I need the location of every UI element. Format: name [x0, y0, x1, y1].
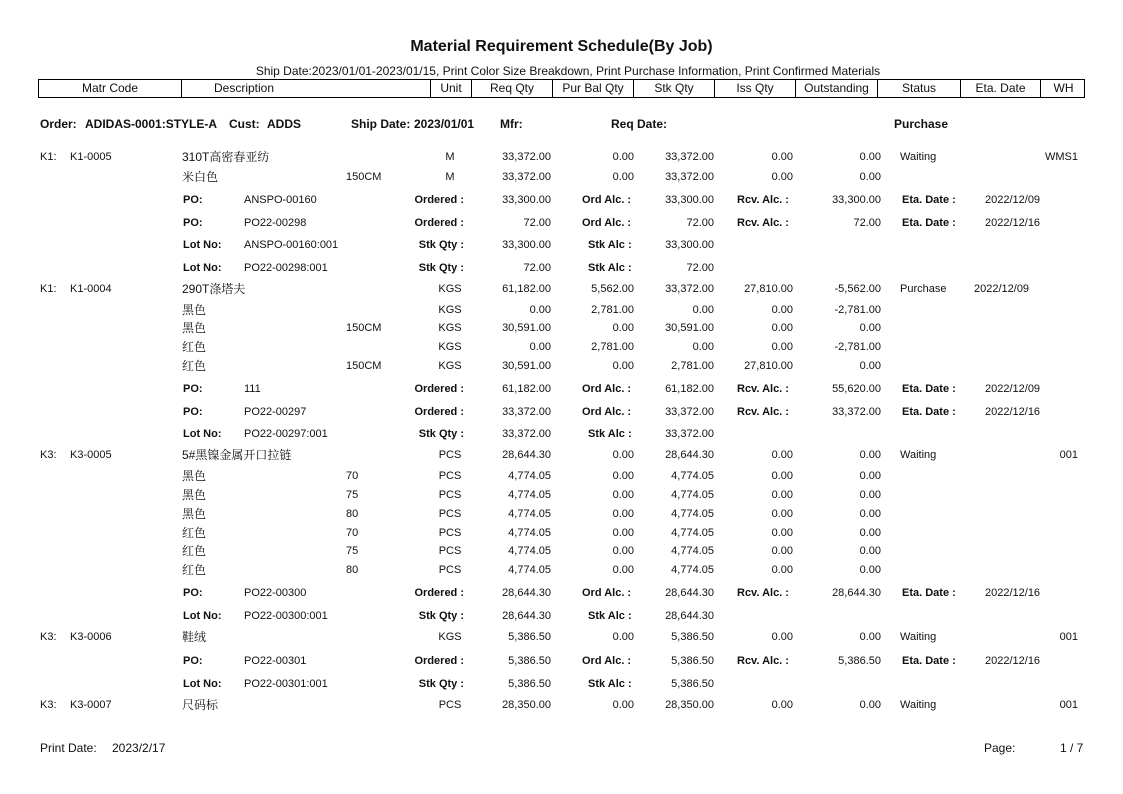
lot-stk-alc: 5,386.50	[671, 678, 714, 690]
unit: M	[445, 151, 455, 163]
eta-date-label: Eta. Date :	[902, 383, 956, 395]
material-code: K3-0006	[70, 631, 112, 643]
material-description: 290T涤塔夫	[182, 282, 246, 296]
pur-bal-qty: 0.00	[612, 631, 634, 643]
iss-qty: 0.00	[771, 171, 793, 183]
eta-date-label: Eta. Date :	[902, 655, 956, 667]
ordered-qty: 33,372.00	[502, 406, 551, 418]
req-qty: 4,774.05	[508, 527, 551, 539]
outstanding: 0.00	[859, 360, 881, 372]
column-header: Stk Qty	[634, 80, 715, 97]
iss-qty: 0.00	[771, 527, 793, 539]
stk-qty: 30,591.00	[665, 322, 714, 334]
column-header: Outstanding	[796, 80, 878, 97]
unit: KGS	[438, 341, 462, 353]
print-date-value: 2023/2/17	[112, 741, 166, 755]
rcv-alc-label: Rcv. Alc. :	[737, 406, 789, 418]
iss-qty: 0.00	[771, 470, 793, 482]
ordered-qty: 33,300.00	[502, 194, 551, 206]
pur-bal-qty: 0.00	[612, 508, 634, 520]
outstanding: 0.00	[859, 564, 881, 576]
pur-bal-qty: 0.00	[612, 699, 634, 711]
stk-alc-label: Stk Alc :	[588, 428, 632, 440]
iss-qty: 0.00	[771, 151, 793, 163]
kit-code: K1:	[40, 151, 57, 163]
outstanding: 0.00	[859, 527, 881, 539]
unit: KGS	[438, 304, 462, 316]
eta-date: 2022/12/09	[985, 383, 1041, 395]
req-qty: 4,774.05	[508, 564, 551, 576]
ord-alc-qty: 5,386.50	[671, 655, 714, 667]
eta-date: 2022/12/16	[985, 655, 1041, 667]
ord-alc-qty: 72.00	[686, 217, 714, 229]
iss-qty: 0.00	[771, 545, 793, 557]
outstanding: 0.00	[859, 449, 881, 461]
ordered-qty: 61,182.00	[502, 383, 551, 395]
rcv-alc-qty: 33,300.00	[832, 194, 881, 206]
lot-stk-qty: 33,300.00	[502, 239, 551, 251]
color-description: 黑色	[182, 321, 207, 335]
color-description: 黑色	[182, 469, 207, 483]
eta-date: 2022/12/16	[985, 587, 1041, 599]
stk-qty: 4,774.05	[671, 489, 714, 501]
iss-qty: 0.00	[771, 489, 793, 501]
ship-date-label: Ship Date:	[351, 117, 411, 131]
column-header: Eta. Date	[961, 80, 1041, 97]
ord-alc-label: Ord Alc. :	[582, 194, 632, 206]
unit: KGS	[438, 283, 462, 295]
color-description: 黑色	[182, 507, 207, 521]
ordered-label: Ordered :	[414, 217, 464, 229]
material-code: K1-0004	[70, 283, 112, 295]
column-header: Unit	[431, 80, 472, 97]
color-description: 红色	[182, 359, 207, 373]
size: 80	[346, 508, 359, 520]
unit: PCS	[438, 470, 462, 482]
po-number: PO22-00297	[244, 406, 307, 418]
unit: PCS	[438, 508, 462, 520]
outstanding: -2,781.00	[834, 341, 881, 353]
status: Purchase	[900, 283, 947, 295]
material-code: K3-0007	[70, 699, 112, 711]
iss-qty: 0.00	[771, 564, 793, 576]
po-number: PO22-00301	[244, 655, 307, 667]
stk-qty: 4,774.05	[671, 545, 714, 557]
unit: KGS	[438, 322, 462, 334]
outstanding: 0.00	[859, 322, 881, 334]
stk-alc-label: Stk Alc :	[588, 610, 632, 622]
po-label: PO:	[183, 587, 203, 599]
lot-stk-qty: 28,644.30	[502, 610, 551, 622]
req-qty: 4,774.05	[508, 470, 551, 482]
ship-date-value: 2023/01/01	[414, 117, 475, 131]
eta-date-label: Eta. Date :	[902, 406, 956, 418]
stk-qty-label: Stk Qty :	[418, 610, 464, 622]
ordered-label: Ordered :	[414, 587, 464, 599]
outstanding: 0.00	[859, 151, 881, 163]
color-description: 黑色	[182, 303, 207, 317]
warehouse: 001	[1059, 631, 1078, 643]
order-label: Order:	[40, 117, 77, 131]
rcv-alc-label: Rcv. Alc. :	[737, 383, 789, 395]
lot-number: PO22-00301:001	[244, 678, 328, 690]
stk-qty: 5,386.50	[671, 631, 714, 643]
material-description: 尺码标	[182, 698, 219, 712]
lot-label: Lot No:	[183, 610, 222, 622]
page-number: 1 / 7	[1060, 741, 1084, 755]
pur-bal-qty: 0.00	[612, 449, 634, 461]
req-qty: 30,591.00	[502, 360, 551, 372]
ordered-label: Ordered :	[414, 194, 464, 206]
order-value: ADIDAS-0001:STYLE-A	[85, 117, 218, 131]
stk-qty: 0.00	[692, 341, 714, 353]
eta-date-label: Eta. Date :	[902, 587, 956, 599]
status: Waiting	[900, 631, 937, 643]
lot-stk-qty: 5,386.50	[508, 678, 551, 690]
rcv-alc-qty: 33,372.00	[832, 406, 881, 418]
req-date-label: Req Date:	[611, 117, 668, 131]
rcv-alc-qty: 72.00	[853, 217, 881, 229]
outstanding: 0.00	[859, 631, 881, 643]
stk-qty-label: Stk Qty :	[418, 678, 464, 690]
req-qty: 5,386.50	[508, 631, 551, 643]
ord-alc-label: Ord Alc. :	[582, 406, 632, 418]
iss-qty: 27,810.00	[744, 360, 793, 372]
kit-code: K3:	[40, 631, 57, 643]
warehouse: 001	[1059, 449, 1078, 461]
iss-qty: 0.00	[771, 322, 793, 334]
column-header: Status	[878, 80, 961, 97]
color-description: 米白色	[182, 170, 219, 184]
lot-stk-alc: 33,300.00	[665, 239, 714, 251]
stk-qty-label: Stk Qty :	[418, 262, 464, 274]
material-description: 5#黑镍金属开口拉链	[182, 448, 292, 462]
req-qty: 28,350.00	[502, 699, 551, 711]
column-header: Matr Code	[39, 80, 182, 97]
outstanding: 0.00	[859, 699, 881, 711]
unit: PCS	[438, 564, 462, 576]
req-qty: 0.00	[529, 304, 551, 316]
req-qty: 30,591.00	[502, 322, 551, 334]
po-number: 111	[244, 383, 261, 395]
stk-qty: 28,644.30	[665, 449, 714, 461]
size: 70	[346, 470, 359, 482]
outstanding: -5,562.00	[834, 283, 881, 295]
stk-qty: 4,774.05	[671, 564, 714, 576]
size: 75	[346, 489, 359, 501]
iss-qty: 0.00	[771, 341, 793, 353]
kit-code: K3:	[40, 699, 57, 711]
material-description: 310T高密春亚纺	[182, 150, 270, 164]
print-date-label: Print Date:	[40, 741, 97, 755]
report-subtitle: Ship Date:2023/01/01-2023/01/15, Print Color Size Breakdown, Print Purchase Information, Print Confirmed Materials	[255, 64, 881, 78]
unit: PCS	[438, 489, 462, 501]
stk-qty: 4,774.05	[671, 527, 714, 539]
pur-bal-qty: 0.00	[612, 545, 634, 557]
warehouse: WMS1	[1045, 151, 1078, 163]
pur-bal-qty: 0.00	[612, 564, 634, 576]
po-label: PO:	[183, 383, 203, 395]
eta-date: 2022/12/09	[974, 283, 1030, 295]
req-qty: 4,774.05	[508, 545, 551, 557]
column-header: WH	[1053, 81, 1074, 95]
stk-qty: 2,781.00	[671, 360, 714, 372]
unit: PCS	[438, 449, 462, 461]
mfr-label: Mfr:	[500, 117, 523, 131]
column-header: Iss Qty	[715, 80, 796, 97]
lot-number: PO22-00298:001	[244, 262, 328, 274]
pur-bal-qty: 0.00	[612, 360, 634, 372]
status: Waiting	[900, 699, 937, 711]
ordered-label: Ordered :	[414, 383, 464, 395]
material-description: 鞋绒	[182, 630, 207, 644]
ordered-label: Ordered :	[414, 406, 464, 418]
req-qty: 4,774.05	[508, 489, 551, 501]
lot-label: Lot No:	[183, 239, 222, 251]
purchase-label: Purchase	[894, 117, 949, 131]
req-qty: 0.00	[529, 341, 551, 353]
rcv-alc-label: Rcv. Alc. :	[737, 587, 789, 599]
stk-qty: 0.00	[692, 304, 714, 316]
color-description: 红色	[182, 340, 207, 354]
rcv-alc-label: Rcv. Alc. :	[737, 655, 789, 667]
column-header: Req Qty	[472, 80, 553, 97]
ord-alc-label: Ord Alc. :	[582, 587, 632, 599]
unit: KGS	[438, 631, 462, 643]
stk-alc-label: Stk Alc :	[588, 262, 632, 274]
unit: PCS	[438, 545, 462, 557]
pur-bal-qty: 2,781.00	[591, 341, 634, 353]
req-qty: 4,774.05	[508, 508, 551, 520]
req-qty: 33,372.00	[502, 151, 551, 163]
lot-stk-alc: 33,372.00	[665, 428, 714, 440]
material-code: K3-0005	[70, 449, 112, 461]
pur-bal-qty: 2,781.00	[591, 304, 634, 316]
stk-qty: 33,372.00	[665, 283, 714, 295]
ordered-qty: 5,386.50	[508, 655, 551, 667]
rcv-alc-qty: 55,620.00	[832, 383, 881, 395]
lot-stk-alc: 72.00	[686, 262, 714, 274]
po-number: PO22-00298	[244, 217, 307, 229]
pur-bal-qty: 0.00	[612, 527, 634, 539]
ord-alc-qty: 33,372.00	[665, 406, 714, 418]
po-label: PO:	[183, 655, 203, 667]
rcv-alc-label: Rcv. Alc. :	[737, 217, 789, 229]
eta-date: 2022/12/09	[985, 194, 1041, 206]
color-description: 红色	[182, 563, 207, 577]
stk-qty-label: Stk Qty :	[418, 239, 464, 251]
outstanding: 0.00	[859, 171, 881, 183]
ord-alc-qty: 33,300.00	[665, 194, 714, 206]
warehouse: 001	[1059, 699, 1078, 711]
po-label: PO:	[183, 406, 203, 418]
rcv-alc-qty: 28,644.30	[832, 587, 881, 599]
ord-alc-label: Ord Alc. :	[582, 383, 632, 395]
status: Waiting	[900, 449, 937, 461]
size: 150CM	[346, 171, 382, 183]
kit-code: K1:	[40, 283, 57, 295]
iss-qty: 0.00	[771, 508, 793, 520]
iss-qty: 0.00	[771, 304, 793, 316]
lot-stk-alc: 28,644.30	[665, 610, 714, 622]
iss-qty: 0.00	[771, 631, 793, 643]
ordered-label: Ordered :	[414, 655, 464, 667]
stk-qty: 33,372.00	[665, 171, 714, 183]
stk-qty-label: Stk Qty :	[418, 428, 464, 440]
iss-qty: 27,810.00	[744, 283, 793, 295]
outstanding: 0.00	[859, 470, 881, 482]
stk-qty: 33,372.00	[665, 151, 714, 163]
outstanding: 0.00	[859, 545, 881, 557]
size: 80	[346, 564, 359, 576]
lot-label: Lot No:	[183, 428, 222, 440]
iss-qty: 0.00	[771, 699, 793, 711]
color-description: 黑色	[182, 488, 207, 502]
lot-label: Lot No:	[183, 678, 222, 690]
ord-alc-label: Ord Alc. :	[582, 217, 632, 229]
cust-value: ADDS	[267, 117, 302, 131]
kit-code: K3:	[40, 449, 57, 461]
stk-alc-label: Stk Alc :	[588, 678, 632, 690]
cust-label: Cust:	[229, 117, 260, 131]
lot-stk-qty: 33,372.00	[502, 428, 551, 440]
unit: M	[445, 171, 455, 183]
lot-number: PO22-00300:001	[244, 610, 328, 622]
ordered-qty: 72.00	[523, 217, 551, 229]
rcv-alc-label: Rcv. Alc. :	[737, 194, 789, 206]
rcv-alc-qty: 5,386.50	[838, 655, 881, 667]
pur-bal-qty: 0.00	[612, 489, 634, 501]
stk-alc-label: Stk Alc :	[588, 239, 632, 251]
page-label: Page:	[984, 741, 1016, 755]
color-description: 红色	[182, 526, 207, 540]
lot-stk-qty: 72.00	[523, 262, 551, 274]
req-qty: 33,372.00	[502, 171, 551, 183]
material-code: K1-0005	[70, 151, 112, 163]
size: 150CM	[346, 322, 382, 334]
pur-bal-qty: 0.00	[612, 171, 634, 183]
req-qty: 61,182.00	[502, 283, 551, 295]
color-description: 红色	[182, 544, 207, 558]
outstanding: 0.00	[859, 508, 881, 520]
stk-qty: 4,774.05	[671, 470, 714, 482]
po-number: ANSPO-00160	[244, 194, 317, 206]
column-header: Pur Bal Qty	[553, 80, 634, 97]
unit: PCS	[438, 699, 462, 711]
status: Waiting	[900, 151, 937, 163]
eta-date: 2022/12/16	[985, 217, 1041, 229]
stk-qty: 28,350.00	[665, 699, 714, 711]
column-header: Description	[182, 80, 431, 97]
lot-label: Lot No:	[183, 262, 222, 274]
po-label: PO:	[183, 194, 203, 206]
ordered-qty: 28,644.30	[502, 587, 551, 599]
req-qty: 28,644.30	[502, 449, 551, 461]
eta-date: 2022/12/16	[985, 406, 1041, 418]
outstanding: 0.00	[859, 489, 881, 501]
outstanding: -2,781.00	[834, 304, 881, 316]
ord-alc-qty: 61,182.00	[665, 383, 714, 395]
report-title: Material Requirement Schedule(By Job)	[410, 38, 713, 55]
pur-bal-qty: 0.00	[612, 151, 634, 163]
lot-number: PO22-00297:001	[244, 428, 328, 440]
po-number: PO22-00300	[244, 587, 307, 599]
stk-qty: 4,774.05	[671, 508, 714, 520]
size: 150CM	[346, 360, 382, 372]
eta-date-label: Eta. Date :	[902, 194, 956, 206]
pur-bal-qty: 0.00	[612, 470, 634, 482]
lot-number: ANSPO-00160:001	[244, 239, 339, 251]
unit: PCS	[438, 527, 462, 539]
pur-bal-qty: 5,562.00	[591, 283, 634, 295]
eta-date-label: Eta. Date :	[902, 217, 956, 229]
iss-qty: 0.00	[771, 449, 793, 461]
ord-alc-qty: 28,644.30	[665, 587, 714, 599]
unit: KGS	[438, 360, 462, 372]
po-label: PO:	[183, 217, 203, 229]
ord-alc-label: Ord Alc. :	[582, 655, 632, 667]
size: 70	[346, 527, 359, 539]
pur-bal-qty: 0.00	[612, 322, 634, 334]
size: 75	[346, 545, 359, 557]
